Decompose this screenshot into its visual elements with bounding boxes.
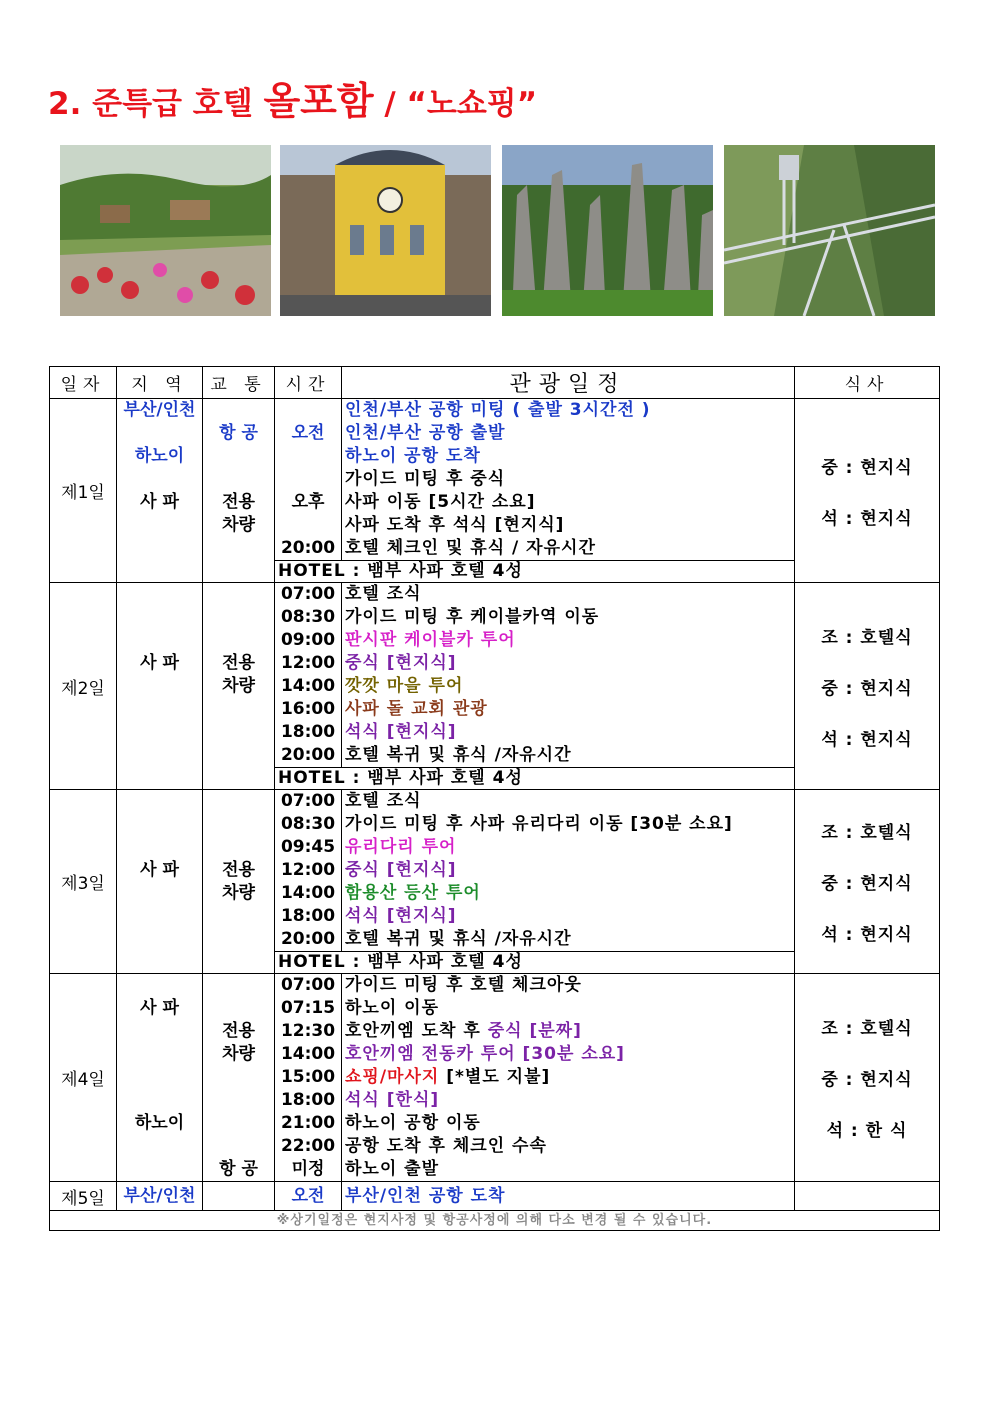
- schedule-item: 판시판 케이블카 투어: [345, 630, 516, 650]
- schedule-item: 하노이 이동: [345, 998, 440, 1018]
- meal-text: 중 : 현지식: [821, 1070, 913, 1090]
- schedule-item: 호텔 조식: [345, 791, 422, 811]
- schedule-item: 사파 도착 후 석식 [현지식]: [345, 515, 565, 535]
- transport-text: 차량: [222, 515, 255, 535]
- schedule-part: 중식 [분짜]: [487, 1021, 582, 1041]
- time-text: 07:00: [280, 584, 336, 604]
- header-row: [50, 367, 940, 399]
- schedule-item: 가이드 미팅 후 케이블카역 이동: [345, 607, 600, 627]
- meal-text: 조 : 호텔식: [821, 1019, 913, 1039]
- time-cell: [275, 974, 342, 1182]
- region-text: [117, 813, 202, 836]
- transport-text: 전용: [222, 653, 255, 673]
- region-text: [117, 836, 202, 859]
- transport-cell: [203, 974, 275, 1182]
- page-title: [48, 70, 537, 125]
- time-text: 12:00: [280, 653, 336, 673]
- meal-text: 석 : 현지식: [821, 508, 913, 529]
- transport-text: [203, 997, 274, 1020]
- schedule-item: 인천/부산 공항 미팅 ( 출발 3시간전 ): [345, 400, 651, 420]
- header-time: 시간: [275, 367, 342, 399]
- schedule-item: 인천/부산 공항 출발: [345, 423, 506, 443]
- transport-text: 차량: [222, 883, 255, 903]
- time-cell: 오전: [275, 1182, 342, 1211]
- transport-text: 전용: [222, 1021, 255, 1041]
- time-text: 16:00: [280, 699, 336, 719]
- schedule-item: [345, 1020, 794, 1043]
- meal-cell: [795, 974, 940, 1182]
- schedule-item: 호텔 조식: [345, 584, 422, 604]
- transport-text: [203, 606, 274, 629]
- note-row: [50, 1211, 940, 1231]
- header-day: 일자: [50, 367, 117, 399]
- region-text: [117, 1135, 202, 1158]
- meal-text: 석 : 현지식: [821, 729, 913, 750]
- meal-text: 중 : 현지식: [821, 678, 913, 699]
- region-text: 하노이: [134, 446, 185, 466]
- schedule-item: 석식 [현지식]: [345, 906, 457, 926]
- footnote: ※상기일정은 현지사정 및 항공사정에 의해 다소 변경 될 수 있습니다.: [50, 1211, 940, 1231]
- time-text: 22:00: [280, 1136, 336, 1156]
- region-text: [117, 974, 202, 997]
- region-text: [117, 1066, 202, 1089]
- meal-cell: [795, 790, 940, 974]
- transport-text: [203, 468, 274, 491]
- title-prefix: 2. 준특급 호텔: [48, 86, 264, 122]
- schedule-item: 호안끼엠 전동카 투어 [30분 소요]: [345, 1044, 625, 1064]
- time-text: [275, 445, 341, 468]
- day-label: 제1일: [50, 399, 117, 583]
- schedule-item: 함용산 등산 투어: [345, 883, 481, 903]
- time-text: [275, 468, 341, 491]
- transport-cell: [203, 399, 275, 583]
- region-cell: [117, 974, 203, 1182]
- time-text: 18:00: [280, 1090, 336, 1110]
- time-text: 20:00: [280, 745, 336, 765]
- meal-text: 중 : 현지식: [821, 874, 913, 894]
- day-row: [50, 1182, 940, 1211]
- region-text: 사 파: [140, 653, 179, 673]
- schedule-cell: [342, 399, 795, 561]
- time-text: 07:15: [280, 998, 336, 1018]
- region-text: [117, 468, 202, 491]
- time-text: 오후: [291, 492, 325, 512]
- time-text: 07:00: [280, 975, 336, 995]
- schedule-cell: [342, 583, 795, 768]
- transport-text: [203, 399, 274, 422]
- time-text: 09:45: [280, 837, 336, 857]
- schedule-item: 하노이 출발: [345, 1159, 440, 1179]
- meal-cell: [795, 399, 940, 583]
- time-text: [275, 399, 341, 422]
- transport-text: [203, 583, 274, 606]
- meal-text: 조 : 호텔식: [821, 823, 913, 843]
- region-text: 부산/인천: [123, 400, 196, 420]
- schedule-item: 하노이 공항 도착: [345, 446, 481, 466]
- transport-text: [203, 1066, 274, 1089]
- hotel-cell: HOTEL : 뱀부 사파 호텔 4성: [275, 952, 795, 974]
- transport-text: 차량: [222, 1044, 255, 1064]
- hotel-cell: HOTEL : 뱀부 사파 호텔 4성: [275, 561, 795, 583]
- day-label: 제2일: [50, 583, 117, 790]
- clocktower-building-photo: [280, 145, 491, 316]
- region-cell: [117, 399, 203, 583]
- time-text: 09:00: [280, 630, 336, 650]
- time-text: 20:00: [280, 929, 336, 949]
- time-text: 08:30: [280, 814, 336, 834]
- time-text: 18:00: [280, 722, 336, 742]
- schedule-cell: 부산/인천 공항 도착: [342, 1182, 795, 1211]
- schedule-item: 석식 [한식]: [345, 1090, 440, 1110]
- region-text: [117, 1043, 202, 1066]
- transport-text: [203, 790, 274, 813]
- meal-text: 조 : 호텔식: [821, 627, 913, 648]
- schedule-cell: [342, 974, 795, 1182]
- region-text: [117, 422, 202, 445]
- day-label: 제3일: [50, 790, 117, 974]
- transport-cell: [203, 583, 275, 790]
- transport-text: 차량: [222, 676, 255, 696]
- glass-bridge-photo: [724, 145, 935, 316]
- transport-text: 항 공: [219, 423, 258, 443]
- village-photo: [60, 145, 271, 316]
- region-text: 사 파: [140, 998, 179, 1018]
- day-row: [50, 974, 940, 1182]
- schedule-item: 가이드 미팅 후 사파 유리다리 이동 [30분 소요]: [345, 814, 733, 834]
- schedule-item: 호텔 복귀 및 휴식 /자유시간: [345, 929, 572, 949]
- time-text: 14:00: [280, 676, 336, 696]
- header-schedule: 관광일정: [342, 367, 795, 399]
- transport-text: [203, 445, 274, 468]
- region-text: [117, 1089, 202, 1112]
- region-text: 사 파: [140, 492, 179, 512]
- schedule-cell: [342, 790, 795, 952]
- schedule-item: 중식 [현지식]: [345, 653, 457, 673]
- transport-text: 전용: [222, 492, 255, 512]
- schedule-item: [345, 1066, 794, 1089]
- time-text: [275, 514, 341, 537]
- stone-forest-photo: [502, 145, 713, 316]
- day-row: [50, 790, 940, 952]
- transport-text: [203, 1135, 274, 1158]
- transport-text: [203, 813, 274, 836]
- time-text: 07:00: [280, 791, 336, 811]
- time-text: 15:00: [280, 1067, 336, 1087]
- header-transport: 교 통: [203, 367, 275, 399]
- time-cell: [275, 790, 342, 952]
- transport-cell: [203, 790, 275, 974]
- region-text: 사 파: [140, 860, 179, 880]
- schedule-item: 호텔 복귀 및 휴식 /자유시간: [345, 745, 572, 765]
- region-text: [117, 1020, 202, 1043]
- time-text: 12:30: [280, 1021, 336, 1041]
- header-region: 지 역: [117, 367, 203, 399]
- schedule-part: [*별도 지불]: [439, 1067, 551, 1087]
- schedule-item: 중식 [현지식]: [345, 860, 457, 880]
- time-cell: [275, 583, 342, 768]
- time-text: 18:00: [280, 906, 336, 926]
- transport-text: [203, 974, 274, 997]
- transport-text: [203, 1089, 274, 1112]
- day-label: 제4일: [50, 974, 117, 1182]
- time-text: 20:00: [280, 538, 336, 558]
- transport-cell: [203, 1182, 275, 1211]
- meal-text: 석 : 현지식: [821, 925, 913, 945]
- time-text: 14:00: [280, 883, 336, 903]
- time-text: 14:00: [280, 1044, 336, 1064]
- schedule-item: 석식 [현지식]: [345, 722, 457, 742]
- schedule-item: 사파 돌 교회 관광: [345, 699, 488, 719]
- title-suffix: / “노쇼핑”: [373, 86, 538, 122]
- hotel-cell: HOTEL : 뱀부 사파 호텔 4성: [275, 768, 795, 790]
- schedule-item: 깟깟 마을 투어: [345, 676, 464, 696]
- time-text: 미정: [291, 1159, 325, 1179]
- schedule-item: 공항 도착 후 체크인 수속: [345, 1136, 547, 1156]
- region-text: 하노이: [134, 1113, 185, 1133]
- transport-text: 항 공: [219, 1159, 258, 1179]
- transport-text: [203, 629, 274, 652]
- region-cell: [117, 790, 203, 974]
- schedule-item: 유리다리 투어: [345, 837, 457, 857]
- region-text: [117, 1158, 202, 1181]
- title-highlight: 올포함: [263, 79, 374, 123]
- time-cell: [275, 399, 342, 561]
- region-text: [117, 629, 202, 652]
- itinerary-table: [49, 366, 940, 1231]
- time-text: 21:00: [280, 1113, 336, 1133]
- schedule-item: 사파 이동 [5시간 소요]: [345, 492, 536, 512]
- region-text: [117, 790, 202, 813]
- schedule-part: 호안끼엠 도착 후: [345, 1021, 488, 1041]
- meal-cell: [795, 583, 940, 790]
- transport-text: 전용: [222, 860, 255, 880]
- meal-cell: [795, 1182, 940, 1211]
- region-cell: [117, 583, 203, 790]
- transport-text: [203, 836, 274, 859]
- transport-text: [203, 1112, 274, 1135]
- day-row: [50, 399, 940, 561]
- schedule-item: 가이드 미팅 후 중식: [345, 469, 506, 489]
- schedule-item: 가이드 미팅 후 호텔 체크아웃: [345, 975, 582, 995]
- region-cell: 부산/인천: [117, 1182, 203, 1211]
- time-text: 오전: [291, 423, 325, 443]
- header-meal: 식사: [795, 367, 940, 399]
- day-row: [50, 583, 940, 768]
- time-text: 08:30: [280, 607, 336, 627]
- meal-text: 중 : 현지식: [821, 457, 913, 478]
- schedule-item: 호텔 체크인 및 휴식 / 자유시간: [345, 538, 596, 558]
- time-text: 12:00: [280, 860, 336, 880]
- region-text: [117, 606, 202, 629]
- region-text: [117, 583, 202, 606]
- schedule-part: 쇼핑/마사지: [345, 1067, 440, 1087]
- schedule-item: 하노이 공항 이동: [345, 1113, 481, 1133]
- meal-text: 석 : 한 식: [826, 1121, 908, 1141]
- day-label: 제5일: [50, 1182, 117, 1211]
